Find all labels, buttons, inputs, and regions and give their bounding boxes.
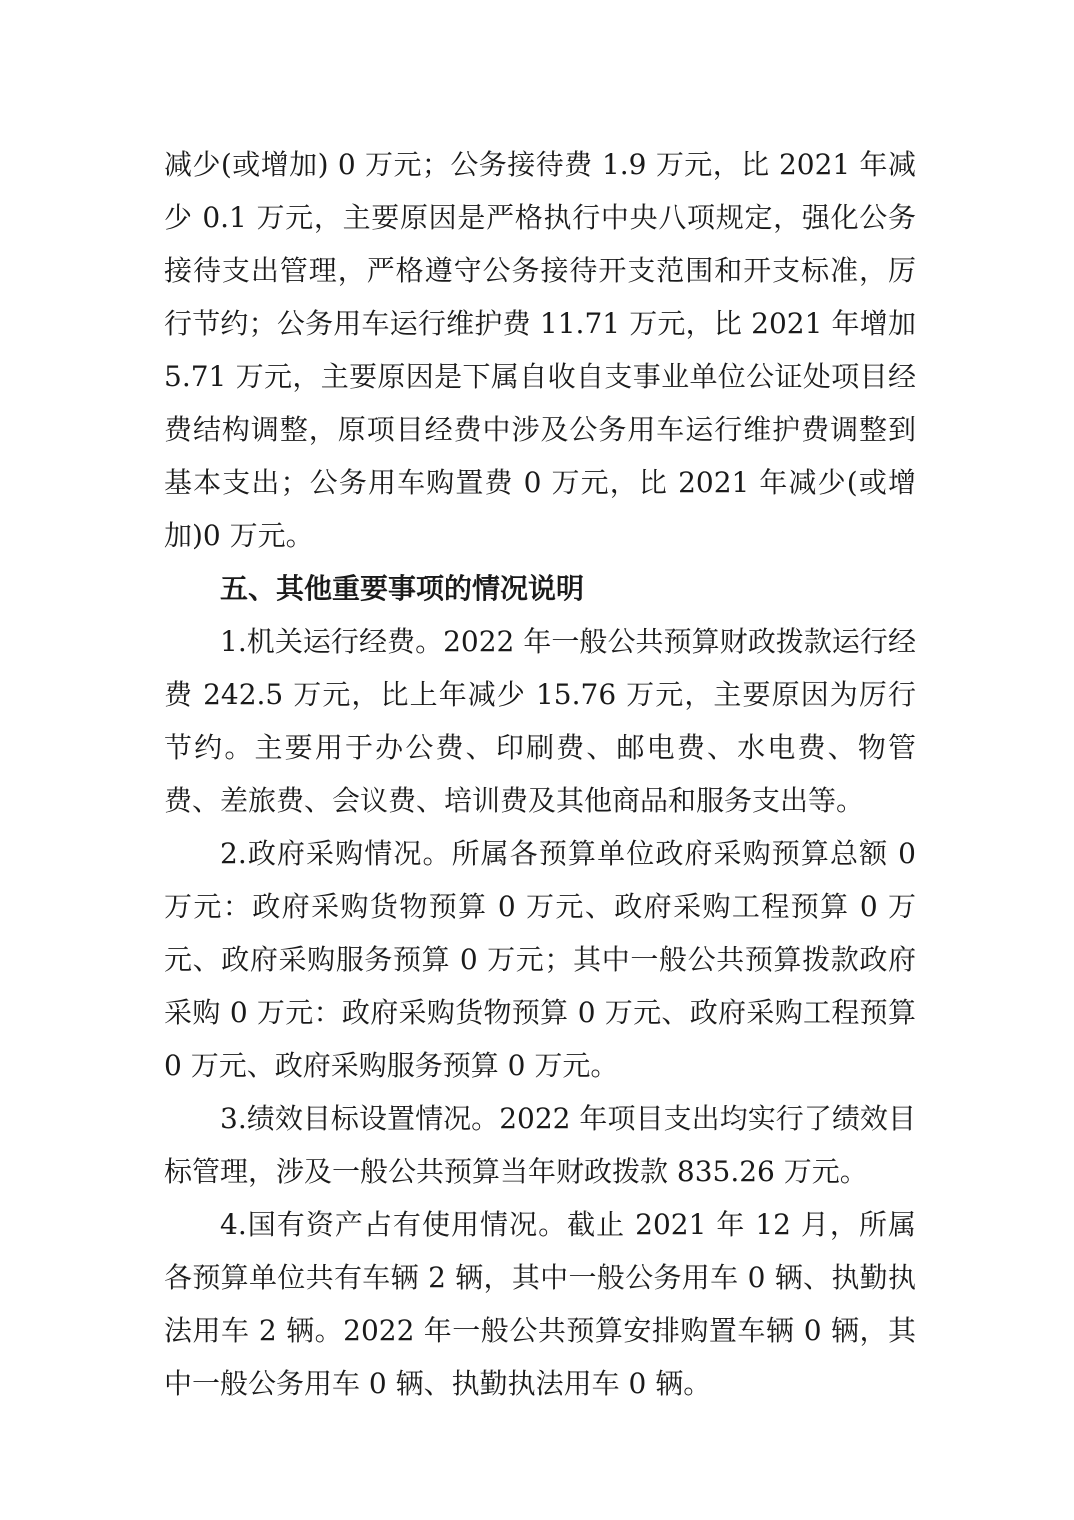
paragraph-government-procurement: 2.政府采购情况。所属各预算单位政府采购预算总额 0 万元：政府采购货物预算 0 万元、政府采购工程预算 0 万元、政府采购服务预算 0 万元；其中一般公共预算拨款政府采购 0 万元：政府采购货物预算 0 万元、政府采购工程预算 0 万元、政府采购服务预算 0 万元。 <box>164 837 916 1082</box>
paragraph-continuation: 减少(或增加) 0 万元；公务接待费 1.9 万元，比 2021 年减少 0.1 万元，主要原因是严格执行中央八项规定，强化公务接待支出管理，严格遵守公务接待开支范围和开支标准，厉行节约；公务用车运行维护费 11.71 万元，比 2021 年增加 5.71 万元，主要原因是下属自收自支事业单位公证处项目经费结构调整，原项目经费中涉及公务用车运行维护费调整到基本支出；公务用车购置费 0 万元，比 2021 年减少(或增加)0 万元。 <box>164 148 916 552</box>
paragraph-state-assets: 4.国有资产占有使用情况。截止 2021 年 12 月，所属各预算单位共有车辆 2 辆，其中一般公务用车 0 辆、执勤执法用车 2 辆。2022 年一般公共预算安排购置车辆 0 辆，其中一般公务用车 0 辆、执勤执法用车 0 辆。 <box>164 1208 916 1400</box>
section-heading: 五、其他重要事项的情况说明 <box>220 572 585 605</box>
paragraph-performance-targets: 3.绩效目标设置情况。2022 年项目支出均实行了绩效目标管理，涉及一般公共预算当年财政拨款 835.26 万元。 <box>164 1102 916 1188</box>
paragraph-operating-expenses: 1.机关运行经费。2022 年一般公共预算财政拨款运行经费 242.5 万元，比上年减少 15.76 万元，主要原因为厉行节约。主要用于办公费、印刷费、邮电费、水电费、物管费、差旅费、会议费、培训费及其他商品和服务支出等。 <box>164 625 916 817</box>
document-body <box>164 138 916 1410</box>
